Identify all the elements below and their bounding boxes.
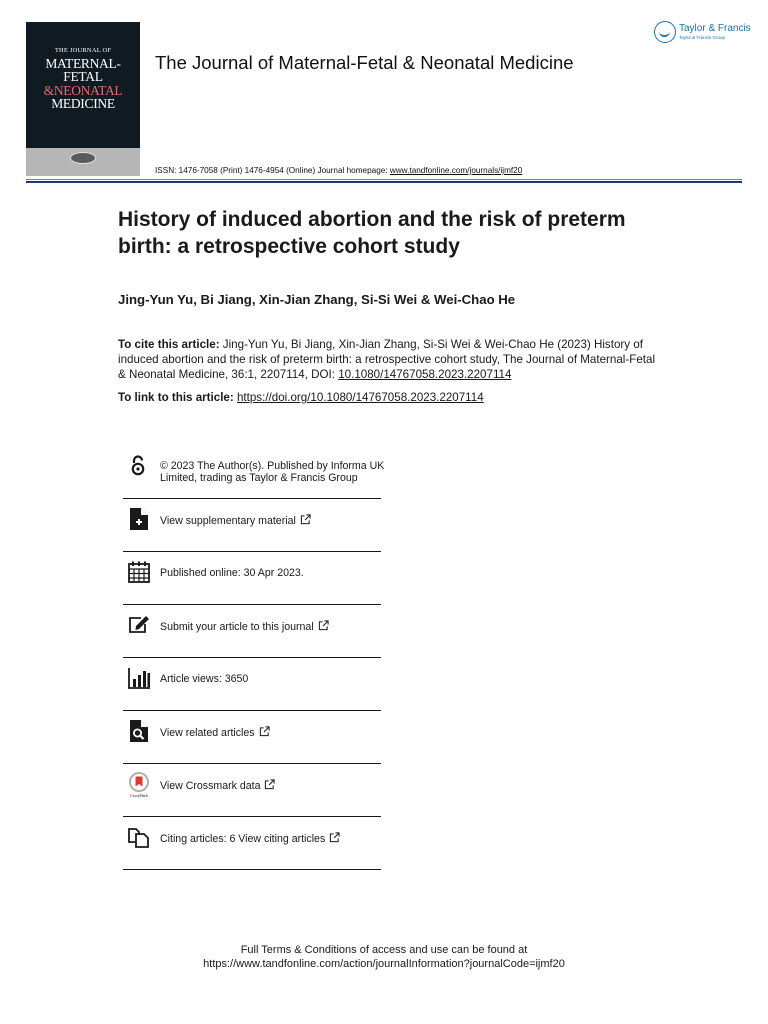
- related-label: View related articles: [160, 727, 255, 739]
- search-document-icon: [127, 719, 151, 743]
- article-views: Article views: 3650: [160, 673, 249, 685]
- license-row: [123, 450, 385, 499]
- terms-footer: [0, 943, 768, 971]
- related-row[interactable]: [123, 711, 381, 764]
- crossmark-icon-label: CrossMark: [130, 793, 148, 798]
- citation-block: [118, 337, 658, 382]
- citing-row[interactable]: [123, 817, 381, 870]
- published-date: Published online: 30 Apr 2023.: [160, 567, 304, 579]
- external-link-icon: [264, 779, 275, 790]
- citation-label: To cite this article:: [118, 338, 220, 351]
- cover-footer: [26, 148, 140, 176]
- article-title: History of induced abortion and the risk of preterm birth: a retrospective cohort study: [118, 208, 626, 258]
- header-divider-thick: [26, 181, 742, 183]
- calendar-icon: [127, 560, 151, 584]
- article-doi-url[interactable]: https://doi.org/10.1080/14767058.2023.2207114: [236, 391, 484, 404]
- cover-line-2: MATERNAL-FETAL: [45, 55, 121, 84]
- open-access-icon: [127, 454, 151, 478]
- article-info-list: [123, 450, 385, 870]
- external-link-icon: [329, 832, 340, 843]
- related-link[interactable]: [160, 726, 270, 739]
- publisher-group: Taylor & Francis Group: [679, 35, 726, 40]
- bar-chart-icon: [127, 666, 151, 690]
- supplementary-row[interactable]: [123, 499, 381, 552]
- header-divider-thin: [26, 179, 742, 180]
- article-link-label: To link to this article:: [118, 391, 237, 404]
- cover-line-4: MEDICINE: [51, 96, 115, 111]
- journal-cover: [26, 22, 140, 176]
- document-plus-icon: [127, 507, 151, 531]
- submit-link[interactable]: [160, 620, 329, 633]
- article-authors: Jing-Yun Yu, Bi Jiang, Xin-Jian Zhang, Si-Si Wei & Wei-Chao He: [118, 292, 516, 307]
- cover-line-1: THE JOURNAL OF: [54, 47, 112, 54]
- citing-link[interactable]: [160, 832, 340, 845]
- journal-homepage-link[interactable]: www.tandfonline.com/journals/ijmf20: [389, 166, 523, 175]
- supplementary-link[interactable]: [160, 514, 311, 527]
- issn-text: ISSN: 1476-7058 (Print) 1476-4954 (Online) Journal homepage:: [155, 166, 390, 175]
- crossmark-link[interactable]: [160, 779, 275, 792]
- citation-text: Jing-Yun Yu, Bi Jiang, Xin-Jian Zhang, Si-Si Wei & Wei-Chao He (2023) History of induced abortion and the risk of preterm birth: a retrospective cohort study, The Journal of Maternal-Fetal & Neonatal Medicine, 36:1, 2207114, DOI:: [118, 338, 656, 381]
- citing-label: Citing articles: 6 View citing articles: [160, 833, 326, 845]
- license-text: © 2023 The Author(s). Published by Informa UK Limited, trading as Taylor & Francis Group: [160, 460, 385, 484]
- supplementary-label: View supplementary material: [160, 515, 296, 527]
- crossmark-row[interactable]: [123, 764, 381, 817]
- taylor-francis-logo-icon: [654, 21, 676, 43]
- issn-line: [155, 166, 522, 175]
- external-link-icon: [259, 726, 270, 737]
- external-link-icon: [318, 620, 329, 631]
- journal-title: The Journal of Maternal-Fetal & Neonatal Medicine: [155, 52, 574, 73]
- submit-row[interactable]: [123, 605, 381, 658]
- crossmark-icon: [127, 772, 151, 796]
- taylor-francis-logo[interactable]: [654, 21, 751, 47]
- citing-documents-icon: [127, 825, 151, 849]
- published-row: [123, 552, 381, 605]
- cover-line-3: &NEONATAL: [43, 82, 123, 98]
- publisher-name: Taylor & Francis: [679, 23, 751, 34]
- crossmark-label: View Crossmark data: [160, 780, 261, 792]
- edit-icon: [127, 613, 151, 637]
- citation-doi-link[interactable]: 10.1080/14767058.2023.2207114: [338, 368, 512, 381]
- terms-text: Full Terms & Conditions of access and use can be found at: [240, 944, 528, 956]
- article-link-block: [118, 391, 484, 404]
- views-row: [123, 658, 381, 711]
- cover-badge-icon: [70, 152, 96, 164]
- external-link-icon: [300, 514, 311, 525]
- submit-label: Submit your article to this journal: [160, 621, 314, 633]
- terms-url[interactable]: https://www.tandfonline.com/action/journalInformation?journalCode=ijmf20: [203, 958, 565, 970]
